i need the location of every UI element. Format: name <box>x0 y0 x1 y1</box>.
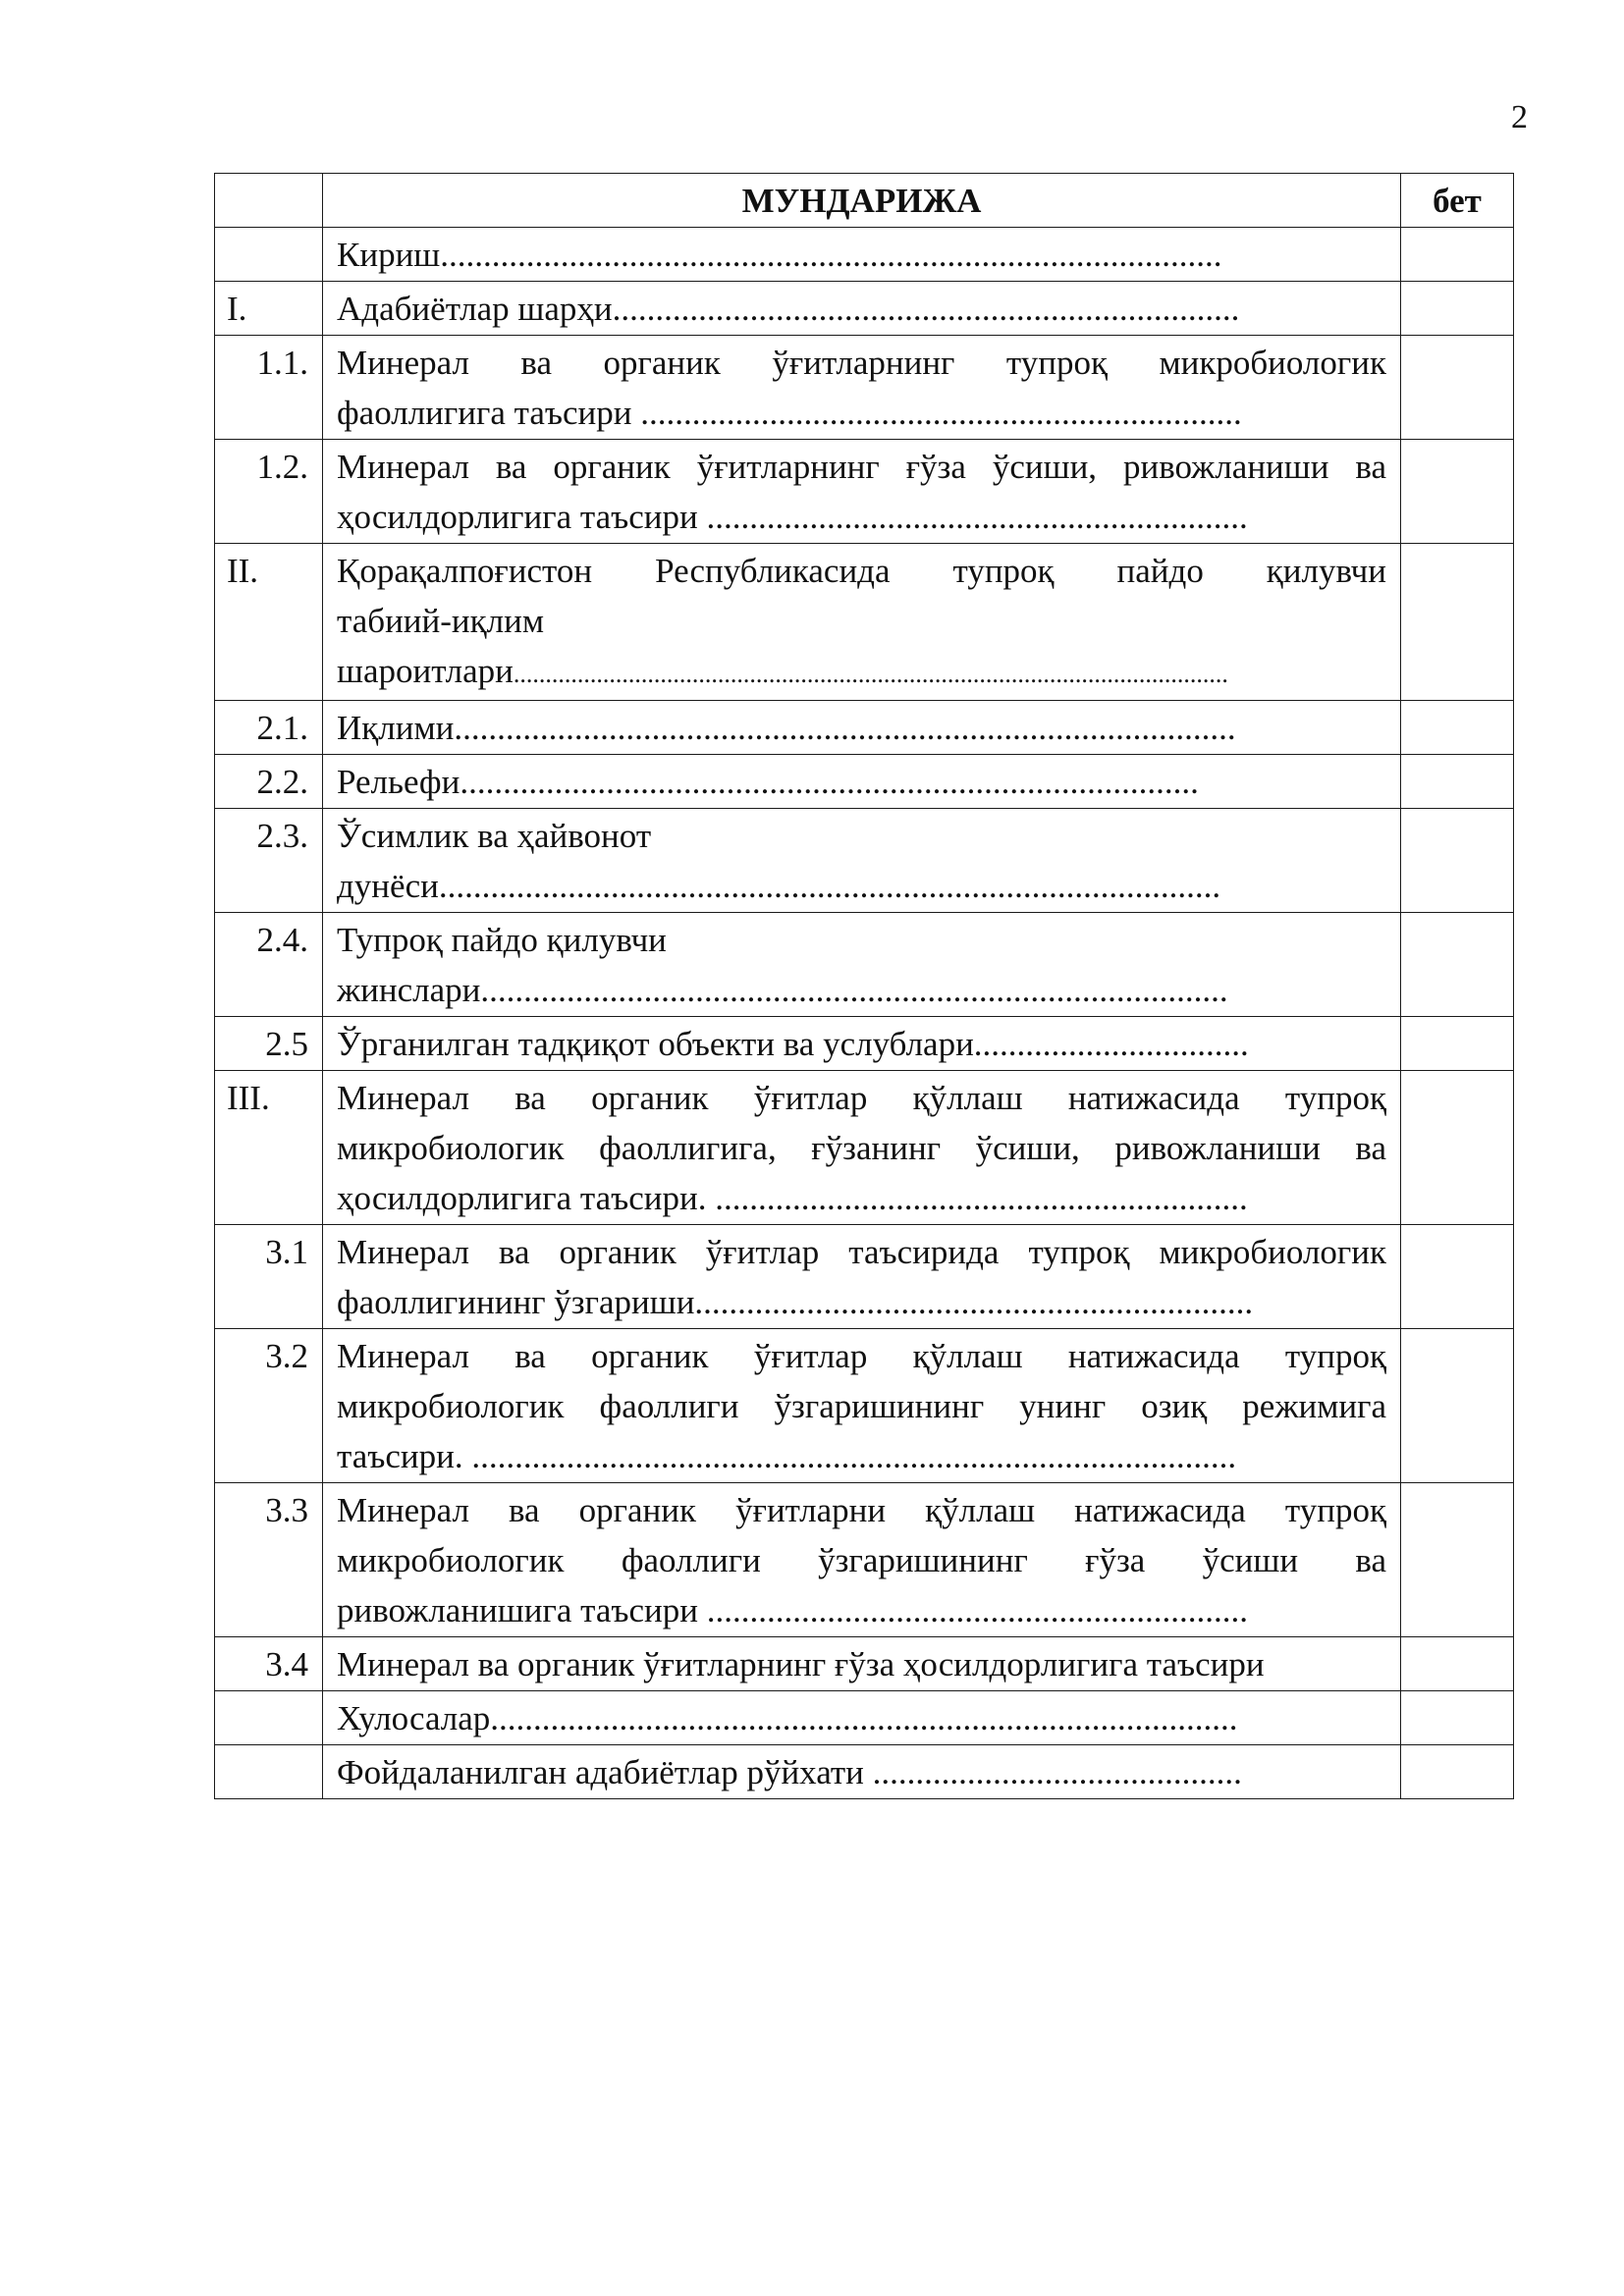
toc-entry-line: Иқлими........................................................................................... <box>337 709 1236 747</box>
toc-row <box>215 228 1514 282</box>
toc-entry-title <box>323 1071 1401 1225</box>
toc-row <box>215 336 1514 440</box>
toc-row <box>215 1225 1514 1329</box>
toc-row <box>215 809 1514 913</box>
toc-entry-line <box>337 646 1386 699</box>
toc-entry-title <box>323 282 1401 336</box>
toc-section-number: 2.5 <box>215 1017 323 1071</box>
toc-page-cell <box>1401 755 1514 809</box>
toc-entry-line: Хулосалар....................................................................................... <box>337 1699 1238 1737</box>
toc-entry-line-text: шароитлари <box>337 652 514 690</box>
toc-entry-title <box>323 1329 1401 1483</box>
table-of-contents <box>214 173 1514 1799</box>
toc-entry-line: Рельефи...................................................................................... <box>337 763 1199 801</box>
toc-entry-line: Ўсимлик ва ҳайвонот <box>337 817 652 855</box>
toc-section-number <box>215 228 323 282</box>
toc-row <box>215 1017 1514 1071</box>
toc-header-row <box>215 174 1514 228</box>
toc-entry-title <box>323 809 1401 913</box>
toc-entry-line: Минерал ва органик ўғитлар қўллаш натижасида тупроқ <box>337 1079 1386 1117</box>
toc-row <box>215 440 1514 544</box>
toc-entry-line: Минерал ва органик ўғитлар қўллаш натижасида тупроқ <box>337 1337 1386 1375</box>
toc-entry-line: Фойдаланилган адабиётлар рўйхати ........................................... <box>337 1753 1242 1791</box>
toc-page-cell <box>1401 1329 1514 1483</box>
toc-entry-line: Минерал ва органик ўғитлар таъсирида тупроқ микробиологик <box>337 1233 1386 1271</box>
toc-section-number: 2.3. <box>215 809 323 913</box>
toc-entry-line: Қорақалпоғистон Республикасида тупроқ пайдо қилувчи <box>337 552 1386 590</box>
toc-page-cell <box>1401 336 1514 440</box>
toc-page-cell <box>1401 1483 1514 1637</box>
toc-row <box>215 1691 1514 1745</box>
toc-leader-dots: ................................................................................................................ <box>513 660 1228 688</box>
toc-entry-line: жинслари....................................................................................... <box>337 971 1228 1009</box>
toc-row <box>215 1483 1514 1637</box>
toc-page-cell <box>1401 440 1514 544</box>
toc-entry-line: ҳосилдорлигига таъсири ............................................................... <box>337 498 1248 536</box>
toc-entry-title <box>323 1017 1401 1071</box>
toc-entry-line: Адабиётлар шарҳи......................................................................... <box>337 290 1240 328</box>
toc-entry-title <box>323 1483 1401 1637</box>
toc-page-cell <box>1401 1071 1514 1225</box>
toc-entry-line: микробиологик фаоллиги ўзгаришининг унинг озиқ режимига <box>337 1387 1386 1425</box>
toc-row <box>215 1329 1514 1483</box>
toc-section-number: III. <box>215 1071 323 1225</box>
toc-page-cell <box>1401 228 1514 282</box>
toc-entry-line: Минерал ва органик ўғитларнинг ғўза ҳосилдорлигига таъсири <box>337 1645 1265 1683</box>
toc-page-cell <box>1401 282 1514 336</box>
toc-row <box>215 1071 1514 1225</box>
toc-page-cell <box>1401 544 1514 701</box>
toc-page-cell <box>1401 1637 1514 1691</box>
toc-header-page-label: бет <box>1401 174 1514 228</box>
toc-entry-title <box>323 1225 1401 1329</box>
toc-section-number: II. <box>215 544 323 701</box>
toc-section-number: 2.4. <box>215 913 323 1017</box>
toc-entry-line: дунёси........................................................................................... <box>337 867 1221 905</box>
toc-section-number: 2.1. <box>215 701 323 755</box>
toc-row <box>215 755 1514 809</box>
toc-section-number: 1.1. <box>215 336 323 440</box>
toc-entry-line: микробиологик фаоллиги ўзгаришининг ғўза ўсиши ва <box>337 1541 1386 1579</box>
toc-entry-title <box>323 1637 1401 1691</box>
toc-section-number <box>215 1691 323 1745</box>
toc-entry-line: фаоллигига таъсири ...................................................................... <box>337 394 1242 432</box>
toc-section-number: 3.1 <box>215 1225 323 1329</box>
toc-page-cell <box>1401 1225 1514 1329</box>
toc-row <box>215 1745 1514 1799</box>
toc-page-cell <box>1401 1691 1514 1745</box>
toc-entry-title <box>323 1691 1401 1745</box>
toc-section-number: 3.3 <box>215 1483 323 1637</box>
toc-row <box>215 544 1514 701</box>
toc-section-number: I. <box>215 282 323 336</box>
toc-header-number-cell <box>215 174 323 228</box>
toc-section-number: 3.2 <box>215 1329 323 1483</box>
toc-entry-title <box>323 755 1401 809</box>
toc-entry-title <box>323 228 1401 282</box>
toc-entry-title <box>323 701 1401 755</box>
toc-page-cell <box>1401 1017 1514 1071</box>
toc-entry-line: микробиологик фаоллигига, ғўзанинг ўсиши, ривожланиши ва <box>337 1129 1386 1167</box>
toc-entry-line: табиий-иқлим <box>337 602 544 640</box>
toc-entry-line: фаоллигининг ўзгариши................................................................. <box>337 1283 1254 1321</box>
toc-page-cell <box>1401 701 1514 755</box>
toc-entry-line: таъсири. ......................................................................................... <box>337 1437 1237 1475</box>
toc-entry-line: Минерал ва органик ўғитларни қўллаш натижасида тупроқ <box>337 1491 1386 1529</box>
toc-entry-title <box>323 913 1401 1017</box>
toc-entry-title <box>323 1745 1401 1799</box>
toc-entry-line: Минерал ва органик ўғитларнинг тупроқ микробиологик <box>337 344 1386 382</box>
toc-row <box>215 701 1514 755</box>
toc-entry-title <box>323 336 1401 440</box>
toc-entry-title <box>323 440 1401 544</box>
toc-page-cell <box>1401 913 1514 1017</box>
toc-entry-line: Тупроқ пайдо қилувчи <box>337 921 667 959</box>
toc-section-number <box>215 1745 323 1799</box>
toc-section-number: 2.2. <box>215 755 323 809</box>
toc-entry-title <box>323 544 1401 701</box>
toc-row <box>215 282 1514 336</box>
toc-entry-line: Ўрганилган тадқиқот объекти ва услублари................................ <box>337 1025 1249 1063</box>
toc-entry-line: Минерал ва органик ўғитларнинг ғўза ўсиши, ривожланиши ва <box>337 448 1386 486</box>
page-number: 2 <box>1511 99 1528 135</box>
toc-row <box>215 913 1514 1017</box>
toc-entry-line: ривожланишига таъсири ............................................................... <box>337 1591 1248 1629</box>
toc-entry-line: ҳосилдорлигига таъсири. .............................................................. <box>337 1179 1248 1217</box>
toc-section-number: 3.4 <box>215 1637 323 1691</box>
toc-page-cell <box>1401 809 1514 913</box>
toc-page-cell <box>1401 1745 1514 1799</box>
toc-row <box>215 1637 1514 1691</box>
toc-header-title: МУНДАРИЖА <box>323 174 1401 228</box>
toc-entry-line: Кириш........................................................................................... <box>337 236 1222 274</box>
toc-body <box>215 228 1514 1799</box>
toc-section-number: 1.2. <box>215 440 323 544</box>
